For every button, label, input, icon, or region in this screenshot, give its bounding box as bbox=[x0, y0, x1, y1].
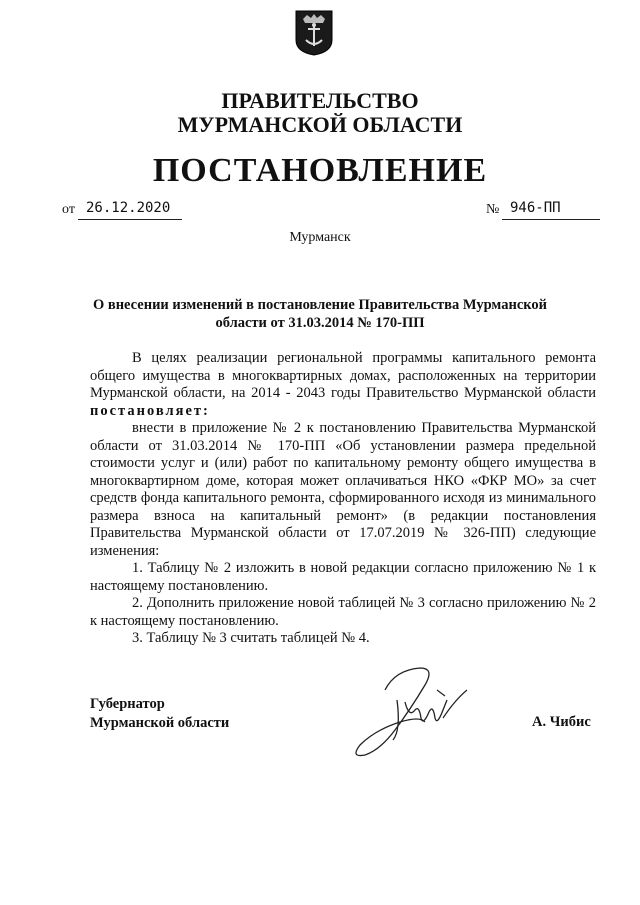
item-1: 1. Таблицу № 2 изложить в новой редакции согласно приложению № 1 к настоящему постановлению. bbox=[90, 560, 596, 594]
document-body bbox=[90, 350, 596, 648]
government-title-line2: МУРМАНСКОЙ ОБЛАСТИ bbox=[177, 112, 463, 137]
document-type: ПОСТАНОВЛЕНИЕ bbox=[152, 152, 488, 189]
date-prefix: от bbox=[62, 202, 75, 217]
document-date: 26.12.2020 bbox=[78, 200, 182, 220]
handwritten-signature bbox=[325, 660, 495, 770]
amendment-paragraph: внести в приложение № 2 к постановлению Правительства Мурманской области от 31.03.2014 № 170-ПП «Об установлении размера предельной стоимости услуг и (или) работ по капитальному ремонту общего имущества в многоквартирном доме, которая может оплачиваться НКО «ФКР МО» за счет средств фонда капитального ремонта, сформированного исходя из минимального размера взноса на капитальный ремонт» (в редакции постановления Правительства Мурманской области от 17.07.2019 № 326-ПП) следующие изменения: bbox=[90, 420, 596, 559]
decree-verb: постановляет: bbox=[90, 402, 210, 419]
government-title-line1: ПРАВИТЕЛЬСТВО bbox=[221, 88, 419, 113]
preamble-paragraph bbox=[90, 350, 596, 420]
city: Мурманск bbox=[289, 230, 351, 245]
position-line2: Мурманской области bbox=[90, 715, 230, 731]
signatory-position bbox=[90, 695, 229, 733]
item-2: 2. Дополнить приложение новой таблицей № 3 согласно приложению № 2 к настоящему постановлению. bbox=[90, 595, 596, 629]
number-prefix: № bbox=[486, 202, 500, 217]
signatory-name: А. Чибис bbox=[532, 714, 591, 730]
position-line1: Губернатор bbox=[90, 696, 165, 712]
murmansk-coat-of-arms-icon bbox=[295, 10, 333, 56]
document-number: 946-ПП bbox=[502, 200, 600, 220]
document-subject: О внесении изменений в постановление Правительства Мурманской области от 31.03.2014 № 170-ПП bbox=[92, 297, 548, 331]
preamble-text: В целях реализации региональной программы капитального ремонта общего имущества в многоквартирных домах, расположенных на территории Мурманской области, на 2014 - 2043 годы Правительство Мурманской области bbox=[90, 350, 596, 401]
item-3: 3. Таблицу № 3 считать таблицей № 4. bbox=[132, 630, 370, 646]
